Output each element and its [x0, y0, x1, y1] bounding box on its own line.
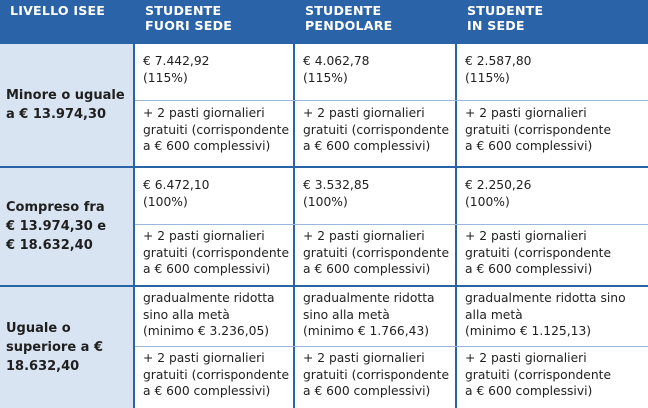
meals-r2-in-sede-line-1: + 2 pasti giornalieri: [465, 229, 587, 243]
amount-r3-in-sede-line-3: (minimo € 1.125,13): [465, 324, 592, 339]
level-3-line-1: Uguale o: [6, 321, 71, 336]
amount-r3-pendolare-line-1: gradualmente ridotta: [303, 291, 435, 305]
amount-r3-in-sede-line-1: gradualmente ridotta sino: [465, 291, 626, 305]
amount-r1-fuori-sede-pct: (115%): [143, 70, 188, 85]
amount-r3-pendolare-line-2: sino alla metà: [303, 307, 390, 322]
meals-r1-in-sede-line-1: + 2 pasti giornalieri: [465, 106, 587, 120]
amount-r1-fuori-sede: [135, 46, 293, 99]
amount-r2-pendolare: [295, 168, 455, 223]
meals-r2-pendolare-line-3: a € 600 complessivi): [303, 262, 431, 277]
amount-r2-in-sede-pct: (100%): [465, 194, 510, 209]
subrow-divider-3: [135, 346, 648, 347]
meals-r2-in-sede-line-2: gratuiti (corrispondente: [465, 245, 612, 260]
level-1-line-1: Minore o uguale: [6, 88, 125, 103]
meals-r2-pendolare-line-2: gratuiti (corrispondente: [303, 245, 450, 260]
header-livello-isee-label: LIVELLO ISEE: [10, 3, 106, 18]
meals-r3-fuori-sede-line-3: a € 600 complessivi): [143, 384, 271, 399]
amount-r2-fuori-sede-value: € 6.472,10: [143, 178, 210, 192]
meals-r2-fuori-sede: [135, 225, 293, 285]
level-2-line-3: € 18.632,40: [6, 238, 93, 253]
header-fuori-sede-line-2: FUORI SEDE: [145, 18, 233, 33]
meals-r3-in-sede: [457, 347, 648, 408]
amount-r3-pendolare: [295, 287, 455, 345]
level-3-line-3: 18.632,40: [6, 359, 80, 374]
amount-r2-pendolare-pct: (100%): [303, 194, 348, 209]
header-pendolare: [295, 0, 455, 44]
header-in-sede-line-2: IN SEDE: [467, 18, 525, 33]
meals-r3-pendolare-line-3: a € 600 complessivi): [303, 384, 431, 399]
amount-r2-pendolare-value: € 3.532,85: [303, 178, 370, 192]
meals-r2-pendolare-line-1: + 2 pasti giornalieri: [303, 229, 425, 243]
meals-r2-pendolare: [295, 225, 455, 285]
meals-r3-in-sede-line-3: a € 600 complessivi): [465, 384, 593, 399]
amount-r3-pendolare-line-3: (minimo € 1.766,43): [303, 324, 430, 339]
meals-r3-fuori-sede: [135, 347, 293, 408]
amount-r1-in-sede-value: € 2.587,80: [465, 54, 532, 68]
level-2-line-1: Compreso fra: [6, 200, 105, 215]
meals-r1-pendolare: [295, 101, 455, 166]
meals-r3-pendolare-line-1: + 2 pasti giornalieri: [303, 351, 425, 365]
meals-r1-pendolare-line-2: gratuiti (corrispondente: [303, 122, 450, 137]
header-pendolare-line-2: PENDOLARE: [305, 18, 393, 33]
amount-r1-in-sede: [457, 46, 648, 99]
meals-r1-pendolare-line-3: a € 600 complessivi): [303, 139, 431, 154]
level-1-line-2: a € 13.974,30: [6, 107, 107, 122]
header-fuori-sede-line-1: STUDENTE: [145, 3, 222, 18]
header-in-sede-line-1: STUDENTE: [467, 3, 544, 18]
meals-r1-in-sede-line-2: gratuiti (corrispondente: [465, 122, 612, 137]
meals-r2-in-sede: [457, 225, 648, 285]
row-divider-2: [0, 285, 648, 287]
meals-r1-fuori-sede-line-2: gratuiti (corrispondente: [143, 122, 290, 137]
meals-r1-fuori-sede: [135, 101, 293, 166]
meals-r2-fuori-sede-line-1: + 2 pasti giornalieri: [143, 229, 265, 243]
meals-r2-fuori-sede-line-3: a € 600 complessivi): [143, 262, 271, 277]
level-cell-1: [0, 44, 133, 166]
meals-r2-fuori-sede-line-2: gratuiti (corrispondente: [143, 245, 290, 260]
amount-r2-in-sede-value: € 2.250,26: [465, 178, 532, 192]
meals-r1-fuori-sede-line-3: a € 600 complessivi): [143, 139, 271, 154]
amount-r1-pendolare: [295, 46, 455, 99]
level-3-line-2: superiore a €: [6, 340, 104, 355]
amount-r3-fuori-sede-line-3: (minimo € 3.236,05): [143, 324, 270, 339]
meals-r3-fuori-sede-line-1: + 2 pasti giornalieri: [143, 351, 265, 365]
amount-r3-fuori-sede-line-2: sino alla metà: [143, 307, 230, 322]
header-livello-isee: [0, 0, 133, 44]
amount-r3-in-sede-line-2: alla metà: [465, 307, 523, 322]
amount-r1-fuori-sede-value: € 7.442,92: [143, 54, 210, 68]
meals-r3-pendolare-line-2: gratuiti (corrispondente: [303, 367, 450, 382]
subrow-divider-1: [135, 100, 648, 101]
amount-r1-in-sede-pct: (115%): [465, 70, 510, 85]
level-cell-2: [0, 168, 133, 285]
meals-r1-fuori-sede-line-1: + 2 pasti giornalieri: [143, 106, 265, 120]
amount-r3-in-sede: [457, 287, 648, 345]
amount-r2-fuori-sede: [135, 168, 293, 223]
amount-r2-in-sede: [457, 168, 648, 223]
level-cell-3: [0, 287, 133, 408]
subrow-divider-2: [135, 224, 648, 225]
amount-r1-pendolare-pct: (115%): [303, 70, 348, 85]
meals-r1-pendolare-line-1: + 2 pasti giornalieri: [303, 106, 425, 120]
meals-r2-in-sede-line-3: a € 600 complessivi): [465, 262, 593, 277]
meals-r1-in-sede-line-3: a € 600 complessivi): [465, 139, 593, 154]
header-pendolare-line-1: STUDENTE: [305, 3, 382, 18]
meals-r3-in-sede-line-2: gratuiti (corrispondente: [465, 367, 612, 382]
amount-r3-fuori-sede-line-1: gradualmente ridotta: [143, 291, 275, 305]
amount-r1-pendolare-value: € 4.062,78: [303, 54, 370, 68]
meals-r3-fuori-sede-line-2: gratuiti (corrispondente: [143, 367, 290, 382]
header-in-sede: [457, 0, 648, 44]
row-divider-1: [0, 166, 648, 168]
meals-r3-pendolare: [295, 347, 455, 408]
amount-r2-fuori-sede-pct: (100%): [143, 194, 188, 209]
meals-r3-in-sede-line-1: + 2 pasti giornalieri: [465, 351, 587, 365]
header-fuori-sede: [135, 0, 293, 44]
meals-r1-in-sede: [457, 101, 648, 166]
amount-r3-fuori-sede: [135, 287, 293, 345]
level-2-line-2: € 13.974,30 e: [6, 219, 107, 234]
